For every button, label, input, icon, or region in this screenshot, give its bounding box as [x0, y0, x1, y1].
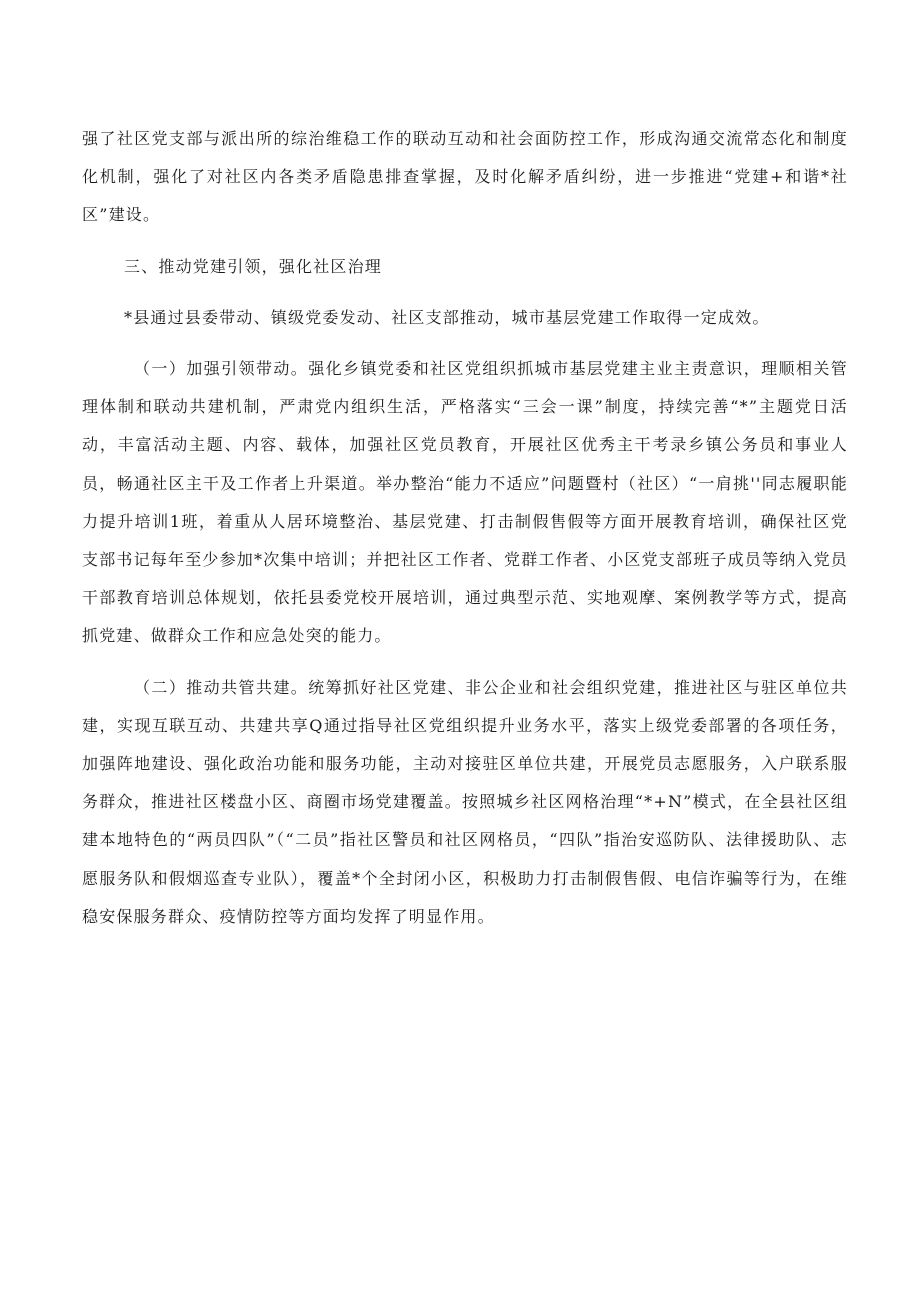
paragraph-item-two: （二）推动共管共建。统筹抓好社区党建、非公企业和社会组织党建，推进社区与驻区单位共建，实现互联互动、共建共享Q通过指导社区党组织提升业务水平，落实上级党委部署的各项任务，加强阵地建设、强化政治功能和服务功能，主动对接驻区单位共建，开展党员志愿服务，入户联系服务群众，推进社区楼盘小区、商圈市场党建覆盖。按照城乡社区网格治理“*+N”模式，在全县社区组建本地特色的“两员四队”（“二员”指社区警员和社区网格员，“四队”指治安巡防队、法律援助队、志愿服务队和假烟巡查专业队），覆盖*个全封闭小区，积极助力打击制假售假、电信诈骗等行为，在维稳安保服务群众、疫情防控等方面均发挥了明显作用。	[82, 677, 848, 926]
paragraph-summary: *县通过县委带动、镇级党委发动、社区支部推动，城市基层党建工作取得一定成效。	[124, 307, 770, 327]
section-heading-three: 三、推动党建引领，强化社区治理	[124, 256, 383, 276]
paragraph-continuation: 强了社区党支部与派出所的综治维稳工作的联动互动和社会面防控工作，形成沟通交流常态化和制度化机制，强化了对社区内各类矛盾隐患排查掌握，及时化解矛盾纠纷，进一步推进“党建+和谐*社区”建设。	[82, 129, 848, 225]
paragraph-item-one: （一）加强引领带动。强化乡镇党委和社区党组织抓城市基层党建主业主责意识，理顺相关管理体制和联动共建机制，严肃党内组织生活，严格落实“三会一课”制度，持续完善“*”主题党日活动，丰富活动主题、内容、载体，加强社区党员教育，开展社区优秀主干考录乡镇公务员和事业人员，畅通社区主干及工作者上升渠道。举办整治“能力不适应”问题暨村（社区）“一肩挑''同志履职能力提升培训1班，着重从人居环境整治、基层党建、打击制假售假等方面开展教育培训，确保社区党支部书记每年至少参加*次集中培训；并把社区工作者、党群工作者、小区党支部班子成员等纳入党员干部教育培训总体规划，依托县委党校开展培训，通过典型示范、实地观摩、案例教学等方式，提高抓党建、做群众工作和应急处突的能力。	[82, 359, 849, 646]
